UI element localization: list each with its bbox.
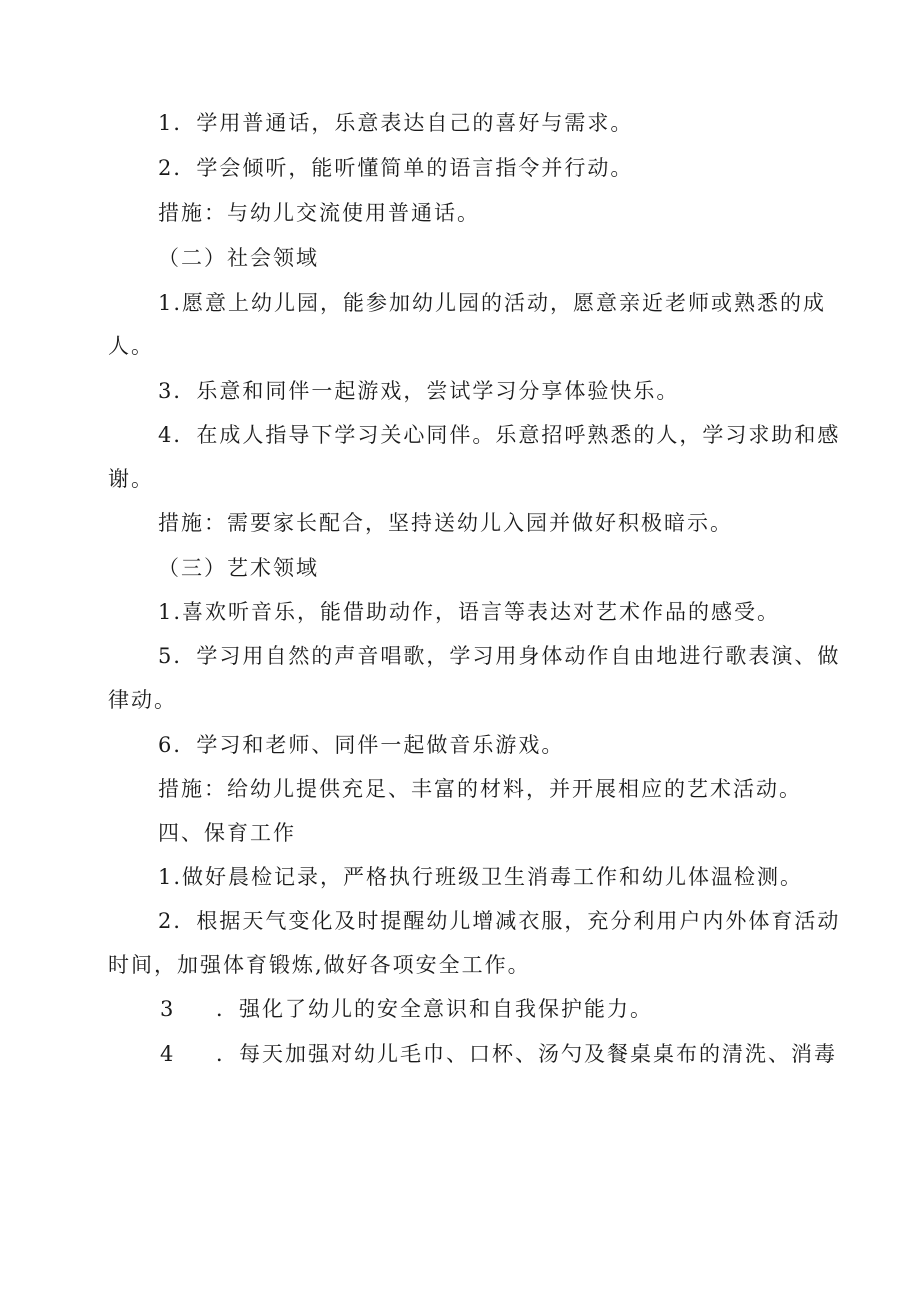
art-goal-6: 6．学习和老师、同伴一起做音乐游戏。 xyxy=(158,733,565,757)
social-goal-3: 3．乐意和同伴一起游戏，尝试学习分享体验快乐。 xyxy=(158,379,680,403)
care-item-3-number: 3 xyxy=(160,997,176,1021)
language-goal-1: 1．学用普通话，乐意表达自己的喜好与需求。 xyxy=(158,111,634,135)
art-goal-5: 5．学习用自然的声音唱歌，学习用身体动作自由地进行歌表演、做 xyxy=(158,644,841,668)
care-item-4 xyxy=(0,1039,920,1069)
social-goal-4: 4．在成人指导下学习关心同伴。乐意招呼熟悉的人，学习求助和感 xyxy=(158,423,841,447)
care-item-2-continued: 时间，加强体育锻炼,做好各项安全工作。 xyxy=(108,953,531,977)
social-goal-1: 1.愿意上幼儿园，能参加幼儿园的活动，愿意亲近老师或熟悉的成 xyxy=(158,291,827,315)
care-item-1: 1.做好晨检记录，严格执行班级卫生消毒工作和幼儿体温检测。 xyxy=(158,865,804,889)
art-goal-5-continued: 律动。 xyxy=(108,688,177,712)
care-item-4-number: 4 xyxy=(160,1042,176,1066)
language-goal-2: 2．学会倾听，能听懂简单的语言指令并行动。 xyxy=(158,156,634,180)
care-item-3 xyxy=(0,994,920,1024)
section-heading-social: （二）社会领域 xyxy=(158,246,319,270)
social-goal-4-continued: 谢。 xyxy=(108,467,154,491)
art-measures: 措施：给幼儿提供充足、丰富的材料，并开展相应的艺术活动。 xyxy=(158,777,802,801)
section-heading-art: （三）艺术领域 xyxy=(158,556,319,580)
language-measures: 措施：与幼儿交流使用普通话。 xyxy=(158,201,480,225)
art-goal-1: 1.喜欢听音乐，能借助动作，语言等表达对艺术作品的感受。 xyxy=(158,600,781,624)
section-heading-care: 四、保育工作 xyxy=(158,821,296,845)
care-item-2: 2．根据天气变化及时提醒幼儿增减衣服，充分利用户内外体育活动 xyxy=(158,909,841,933)
social-goal-1-continued: 人。 xyxy=(108,334,154,358)
care-item-4-text: ．每天加强对幼儿毛巾、口杯、汤勺及餐桌桌布的清洗、消毒 xyxy=(216,1042,837,1066)
care-item-3-text: ．强化了幼儿的安全意识和自我保护能力。 xyxy=(216,997,653,1021)
social-measures: 措施：需要家长配合，坚持送幼儿入园并做好积极暗示。 xyxy=(158,511,733,535)
